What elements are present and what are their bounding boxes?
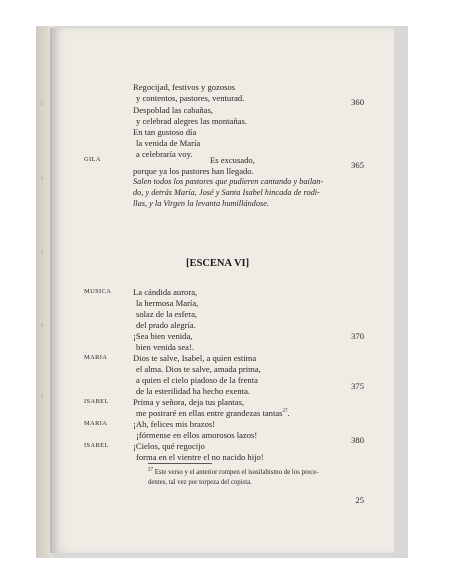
footnote-line: dentes, tal vez por torpeza del copista. <box>148 479 252 486</box>
verse-line: a quien el cielo piadoso de la frenta <box>136 375 258 385</box>
stage-direction: llas, y la Virgen la levanta humillándose. <box>133 199 269 208</box>
edge-mark: ı <box>41 247 43 255</box>
verse-line: del prado alegría. <box>136 320 196 330</box>
speaker-label: ISABEL <box>84 398 109 405</box>
edge-mark: ı <box>41 174 43 182</box>
verse-line: de la esterilidad ha hecho exenta. <box>136 386 251 396</box>
verse-line: la venida de María <box>136 138 201 148</box>
line-number: 380 <box>351 435 364 445</box>
verse-line: forma en el vientre el no nacido hijo! <box>136 452 264 462</box>
verse-line: Es excusado, <box>210 155 255 165</box>
footnote-ref: 27 <box>282 409 288 415</box>
speaker-label: MARIA <box>84 420 108 427</box>
verse-text: me postraré en ellas entre grandezas tantas <box>136 408 283 418</box>
edge-mark: ı <box>41 321 43 329</box>
verse-line: me postraré en ellas entre grandezas tantas$^{27}$. <box>136 408 290 418</box>
footnote-line <box>148 468 388 478</box>
line-number: 360 <box>351 97 364 107</box>
speaker-label: MUSICA <box>84 288 112 295</box>
line-number: 365 <box>351 160 364 170</box>
edge-mark: ı <box>41 99 43 107</box>
stage-direction: Salen todos los pastores que pudieren cantando y bailan- <box>133 177 324 186</box>
line-number: 375 <box>351 381 364 391</box>
verse-line: ¡Sea bien venida, <box>133 331 193 341</box>
speaker-label: GILA <box>84 156 101 163</box>
verse-line: bien venida sea!. <box>136 342 194 352</box>
verse-line: Regocijad, festivos y gozosos <box>133 82 236 92</box>
footnote-text: Este verso y el anterior rompen el isosilabismo de los prece- <box>154 469 319 476</box>
footnote-rule <box>148 463 212 464</box>
line-number: 370 <box>351 331 364 341</box>
verse-line: Despoblad las cabañas, <box>133 105 213 115</box>
verse-line: ¡Ah, felices mis brazos! <box>133 419 216 429</box>
verse-line: la hermosa María, <box>136 298 199 308</box>
verse-line: el alma. Dios te salve, amada prima, <box>136 364 261 374</box>
stage-direction: do, y detrás María, José y Santa Isabel hincada de rodi- <box>133 188 320 197</box>
verse-line: solaz de la esfera, <box>136 309 198 319</box>
page-number: 25 <box>355 495 364 505</box>
verse-line: ¡Cielos, qué regocijo <box>133 441 205 451</box>
verse-line: y contentos, pastores, venturad. <box>136 93 245 103</box>
verse-line: La cándida aurora, <box>133 287 198 297</box>
verse-line: a celebraría voy. <box>136 149 193 159</box>
edge-mark: ı <box>41 391 43 399</box>
footnote-number: 27 <box>148 467 153 473</box>
verse-line: En tan gustoso día <box>133 127 197 137</box>
verse-line: Prima y señora, deja tus plantas, <box>133 397 244 407</box>
verse-line: y celebrad alegres las montañas. <box>136 116 247 126</box>
verse-line: porque ya los pastores han llegado. <box>133 166 254 176</box>
speaker-label: MARIA <box>84 354 108 361</box>
scene-heading: [ESCENA VI] <box>186 258 250 269</box>
verse-line: Dios te salve, Isabel, a quien estima <box>133 353 257 363</box>
speaker-label: ISABEL <box>84 442 109 449</box>
verse-line: ¡fórmense en ellos amorosos lazos! <box>136 430 258 440</box>
